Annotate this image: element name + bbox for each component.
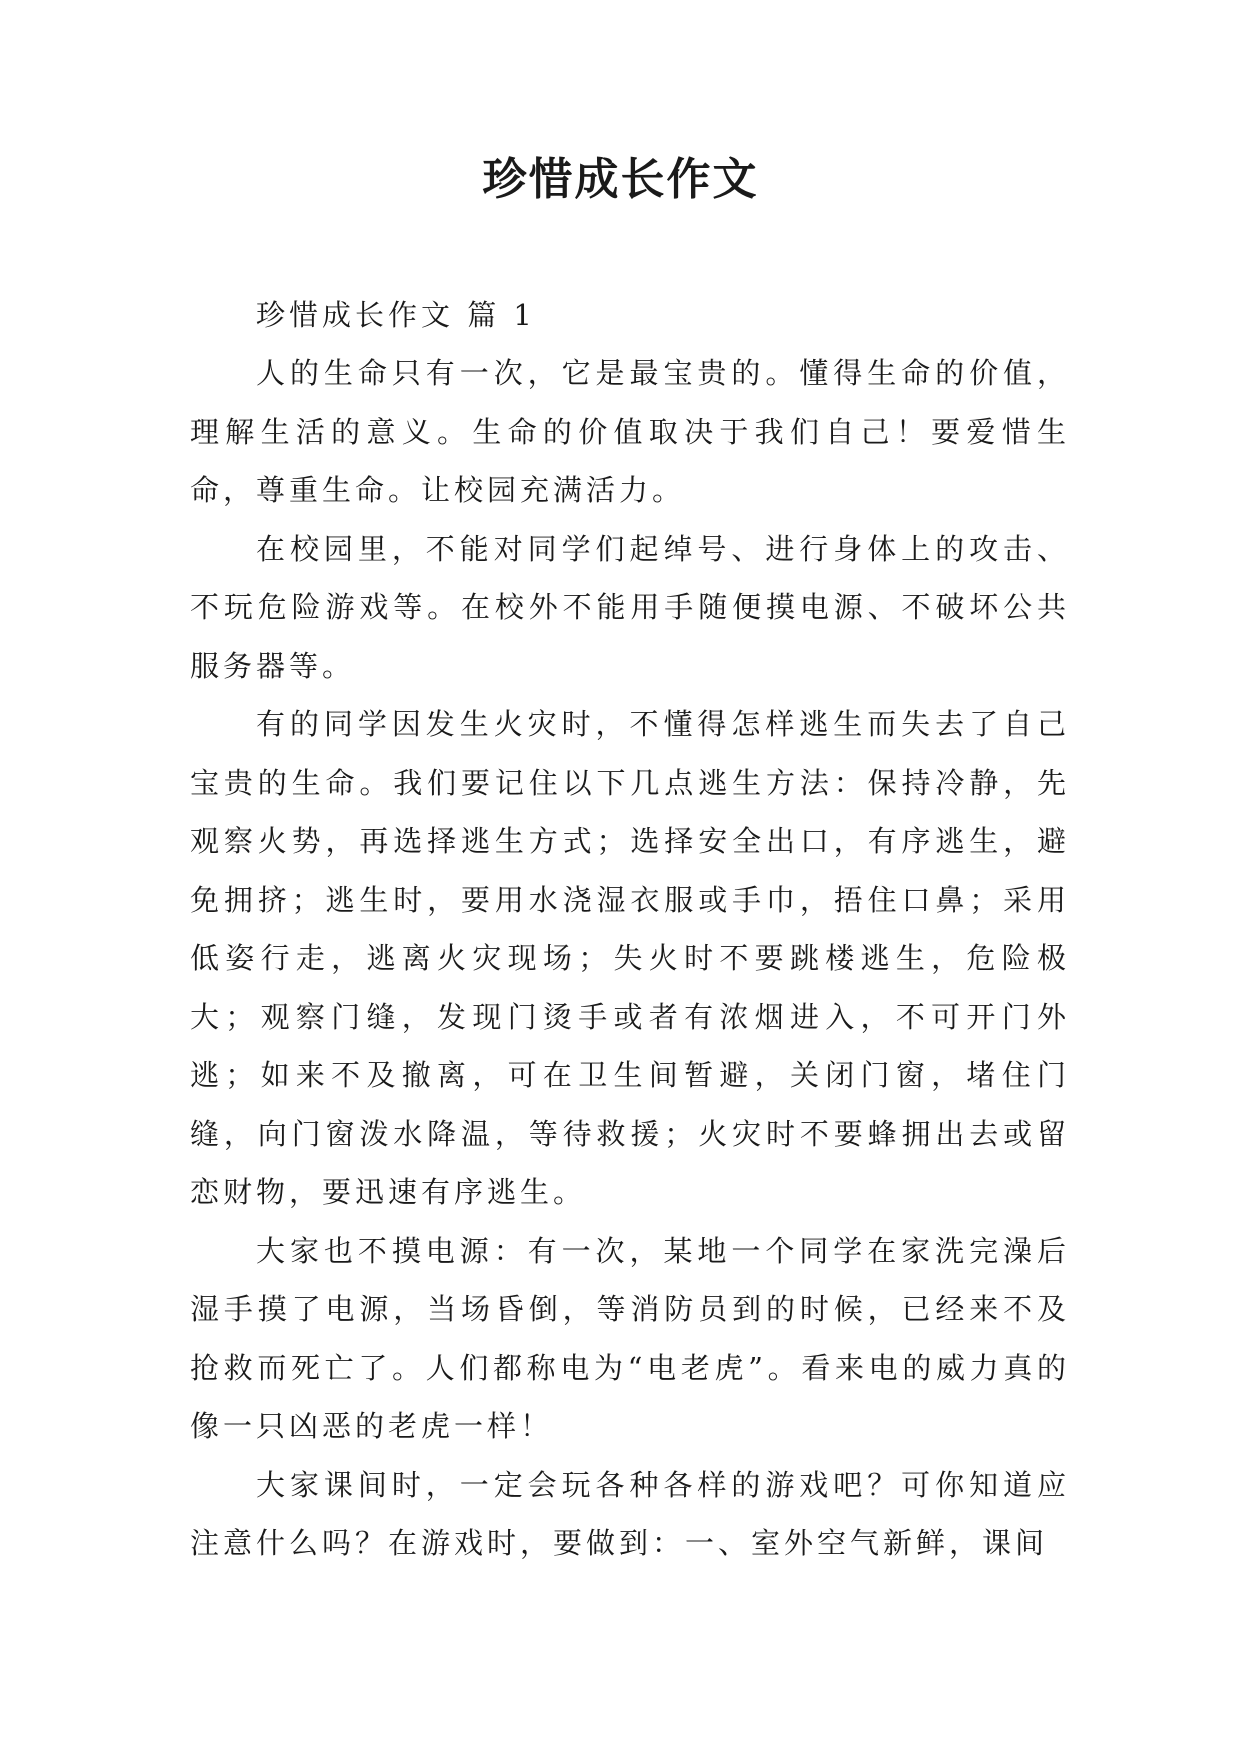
article-subtitle: 珍惜成长作文 篇 1 xyxy=(256,298,536,332)
paragraph-5: 大家课间时，一定会玩各种各样的游戏吧？可你知道应注意什么吗？在游戏时，要做到：一、室外空气新鲜，课间 xyxy=(190,1467,1070,1560)
paragraph-1: 人的生命只有一次，它是最宝贵的。懂得生命的价值，理解生活的意义。生命的价值取决于我们自己！要爱惜生命，尊重生命。让校园充满活力。 xyxy=(190,356,1070,507)
article-body xyxy=(190,286,1070,1573)
paragraph-2: 在校园里，不能对同学们起绰号、进行身体上的攻击、不玩危险游戏等。在校外不能用手随便摸电源、不破坏公共服务器等。 xyxy=(190,531,1070,683)
page-title: 珍惜成长作文 xyxy=(482,154,759,205)
paragraph-3: 有的同学因发生火灾时，不懂得怎样逃生而失去了自己宝贵的生命。我们要记住以下几点逃生方法：保持冷静，先观察火势，再选择逃生方式；选择安全出口，有序逃生，避免拥挤；逃生时，要用水浇湿衣服或手巾，捂住口鼻；采用低姿行走，逃离火灾现场；失火时不要跳楼逃生，危险极大；观察门缝，发现门烫手或者有浓烟进入，不可开门外逃；如来不及撤离，可在卫生间暂避，关闭门窗，堵住门缝，向门窗泼水降温，等待救援；火灾时不要蜂拥出去或留恋财物，要迅速有序逃生。 xyxy=(190,707,1070,1209)
paragraph-4: 大家也不摸电源：有一次，某地一个同学在家洗完澡后湿手摸了电源，当场昏倒，等消防员到的时候，已经来不及抢救而死亡了。人们都称电为“电老虎”。看来电的威力真的像一只凶恶的老虎一样！ xyxy=(190,1233,1070,1443)
